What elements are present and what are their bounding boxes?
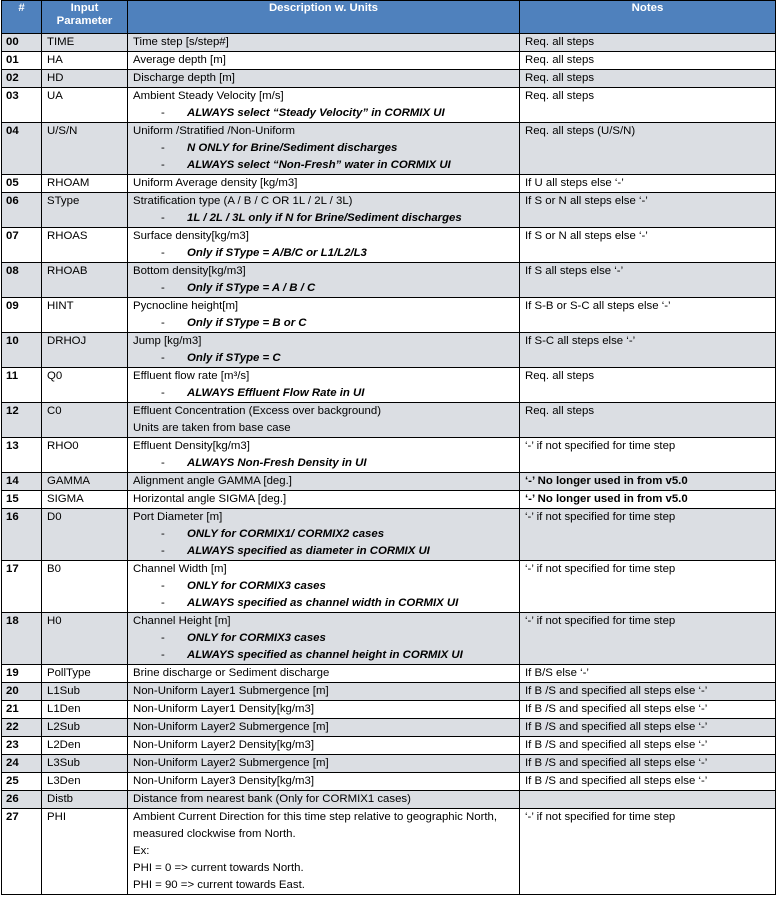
description-text: Discharge depth [m] bbox=[133, 72, 235, 84]
description-subnote: - Only if SType = C bbox=[161, 352, 281, 364]
description-cell bbox=[128, 773, 520, 791]
row-number: 05 bbox=[2, 175, 42, 193]
notes-cell: Req. all steps bbox=[520, 34, 776, 52]
description-cell bbox=[128, 52, 520, 70]
input-parameter-cell: SType bbox=[42, 193, 128, 228]
description-text: Non-Uniform Layer2 Submergence [m] bbox=[133, 721, 329, 733]
row-number: 06 bbox=[2, 193, 42, 228]
input-parameter-cell: HA bbox=[42, 52, 128, 70]
description-subnote: - Only if SType = A / B / C bbox=[161, 282, 316, 294]
description-subnote: - ALWAYS select “Steady Velocity” in CORMIX UI bbox=[161, 107, 445, 119]
description-cell bbox=[128, 755, 520, 773]
input-parameter-cell: PollType bbox=[42, 665, 128, 683]
row-number: 23 bbox=[2, 737, 42, 755]
table-row bbox=[2, 509, 776, 561]
input-parameter-cell: B0 bbox=[42, 561, 128, 613]
notes-cell: If S or N all steps else ‘-’ bbox=[520, 228, 776, 263]
table-row bbox=[2, 175, 776, 193]
notes-cell: Req. all steps bbox=[520, 88, 776, 123]
table-body bbox=[2, 34, 776, 895]
notes-cell: ‘-’ if not specified for time step bbox=[520, 561, 776, 613]
notes-cell: If B /S and specified all steps else ‘-’ bbox=[520, 719, 776, 737]
notes-cell bbox=[520, 791, 776, 809]
description-text: Non-Uniform Layer1 Density[kg/m3] bbox=[133, 703, 315, 715]
description-text: Stratification type (A / B / C OR 1L / 2L / 3L) bbox=[133, 195, 353, 207]
notes-cell: If B /S and specified all steps else ‘-’ bbox=[520, 737, 776, 755]
notes-cell: Req. all steps bbox=[520, 70, 776, 88]
description-cell bbox=[128, 509, 520, 561]
table-row bbox=[2, 403, 776, 438]
notes-cell: If U all steps else ‘-’ bbox=[520, 175, 776, 193]
row-number: 20 bbox=[2, 683, 42, 701]
row-number: 03 bbox=[2, 88, 42, 123]
notes-cell: ‘-’ if not specified for time step bbox=[520, 613, 776, 665]
header-number: # bbox=[2, 1, 42, 34]
row-number: 12 bbox=[2, 403, 42, 438]
row-number: 09 bbox=[2, 298, 42, 333]
input-parameter-cell: H0 bbox=[42, 613, 128, 665]
input-parameter-cell: Distb bbox=[42, 791, 128, 809]
description-cell bbox=[128, 491, 520, 509]
table-row bbox=[2, 228, 776, 263]
input-parameter-cell: L1Den bbox=[42, 701, 128, 719]
description-text: Brine discharge or Sediment discharge bbox=[133, 667, 330, 679]
description-text: Ambient Steady Velocity [m/s] bbox=[133, 90, 284, 102]
header-input-parameter: Input Parameter bbox=[42, 1, 128, 34]
description-subnote: - ALWAYS specified as channel height in CORMIX UI bbox=[161, 649, 463, 661]
table-row bbox=[2, 665, 776, 683]
description-cell bbox=[128, 175, 520, 193]
table-row bbox=[2, 701, 776, 719]
description-subnote: - Only if SType = A/B/C or L1/L2/L3 bbox=[161, 247, 367, 259]
description-cell bbox=[128, 34, 520, 52]
input-parameter-cell: L3Sub bbox=[42, 755, 128, 773]
description-cell bbox=[128, 473, 520, 491]
description-extra-line: PHI = 90 => current towards East. bbox=[133, 879, 305, 891]
description-text: Non-Uniform Layer2 Density[kg/m3] bbox=[133, 739, 315, 751]
notes-cell: Req. all steps bbox=[520, 368, 776, 403]
row-number: 14 bbox=[2, 473, 42, 491]
input-parameter-cell: Q0 bbox=[42, 368, 128, 403]
header-description: Description w. Units bbox=[128, 1, 520, 34]
row-number: 24 bbox=[2, 755, 42, 773]
row-number: 08 bbox=[2, 263, 42, 298]
input-parameter-cell: D0 bbox=[42, 509, 128, 561]
input-parameter-cell: GAMMA bbox=[42, 473, 128, 491]
input-parameter-cell: UA bbox=[42, 88, 128, 123]
description-text: Pycnocline height[m] bbox=[133, 300, 239, 312]
description-cell bbox=[128, 123, 520, 175]
input-parameter-cell: HINT bbox=[42, 298, 128, 333]
notes-cell: Req. all steps bbox=[520, 403, 776, 438]
description-subnote: - ALWAYS Effluent Flow Rate in UI bbox=[161, 387, 365, 399]
description-cell bbox=[128, 719, 520, 737]
input-parameter-cell: L2Den bbox=[42, 737, 128, 755]
notes-cell: If S-C all steps else ‘-’ bbox=[520, 333, 776, 368]
table-row bbox=[2, 683, 776, 701]
table-row bbox=[2, 473, 776, 491]
description-extra-line: Ex: bbox=[133, 845, 150, 857]
notes-cell: If S all steps else ‘-’ bbox=[520, 263, 776, 298]
description-text: Surface density[kg/m3] bbox=[133, 230, 249, 242]
description-cell bbox=[128, 665, 520, 683]
description-text: Uniform Average density [kg/m3] bbox=[133, 177, 298, 189]
description-text: Average depth [m] bbox=[133, 54, 226, 66]
description-subnote: - Only if SType = B or C bbox=[161, 317, 307, 329]
description-text: Uniform /Stratified /Non-Uniform bbox=[133, 125, 296, 137]
input-parameter-cell: RHOAS bbox=[42, 228, 128, 263]
description-subnote: - ALWAYS Non-Fresh Density in UI bbox=[161, 457, 367, 469]
description-extra-line: PHI = 0 => current towards North. bbox=[133, 862, 304, 874]
description-extra-line: Units are taken from base case bbox=[133, 422, 291, 434]
table-row bbox=[2, 613, 776, 665]
notes-cell: If B/S else ‘-’ bbox=[520, 665, 776, 683]
row-number: 01 bbox=[2, 52, 42, 70]
notes-cell: ‘-’ No longer used in from v5.0 bbox=[520, 491, 776, 509]
description-cell bbox=[128, 403, 520, 438]
input-parameter-cell: HD bbox=[42, 70, 128, 88]
description-text: Non-Uniform Layer2 Submergence [m] bbox=[133, 757, 329, 769]
description-cell bbox=[128, 368, 520, 403]
table-row bbox=[2, 193, 776, 228]
description-text: Effluent Concentration (Excess over background) bbox=[133, 405, 381, 417]
description-cell bbox=[128, 683, 520, 701]
row-number: 07 bbox=[2, 228, 42, 263]
description-cell bbox=[128, 193, 520, 228]
input-parameter-cell: TIME bbox=[42, 34, 128, 52]
row-number: 25 bbox=[2, 773, 42, 791]
row-number: 00 bbox=[2, 34, 42, 52]
row-number: 15 bbox=[2, 491, 42, 509]
description-text: Jump [kg/m3] bbox=[133, 335, 202, 347]
row-number: 26 bbox=[2, 791, 42, 809]
notes-cell: ‘-’ if not specified for time step bbox=[520, 809, 776, 895]
notes-cell: If B /S and specified all steps else ‘-’ bbox=[520, 683, 776, 701]
description-cell bbox=[128, 438, 520, 473]
description-cell bbox=[128, 70, 520, 88]
table-row bbox=[2, 34, 776, 52]
description-text: Effluent Density[kg/m3] bbox=[133, 440, 250, 452]
description-cell bbox=[128, 298, 520, 333]
notes-cell: If B /S and specified all steps else ‘-’ bbox=[520, 755, 776, 773]
description-cell bbox=[128, 228, 520, 263]
input-parameter-cell: L2Sub bbox=[42, 719, 128, 737]
table-row bbox=[2, 263, 776, 298]
row-number: 27 bbox=[2, 809, 42, 895]
table-row bbox=[2, 755, 776, 773]
parameter-table bbox=[1, 0, 776, 895]
input-parameter-cell: PHI bbox=[42, 809, 128, 895]
description-subnote: - ALWAYS select “Non-Fresh” water in CORMIX UI bbox=[161, 159, 451, 171]
notes-cell: Req. all steps bbox=[520, 52, 776, 70]
row-number: 16 bbox=[2, 509, 42, 561]
description-subnote: - 1L / 2L / 3L only if N for Brine/Sediment discharges bbox=[161, 212, 462, 224]
table-row bbox=[2, 298, 776, 333]
description-text: Port Diameter [m] bbox=[133, 511, 223, 523]
input-parameter-cell: U/S/N bbox=[42, 123, 128, 175]
description-text: Channel Height [m] bbox=[133, 615, 231, 627]
input-parameter-cell: C0 bbox=[42, 403, 128, 438]
notes-cell: ‘-’ No longer used in from v5.0 bbox=[520, 473, 776, 491]
description-text: Channel Width [m] bbox=[133, 563, 227, 575]
description-subnote: - ONLY for CORMIX3 cases bbox=[161, 632, 326, 644]
description-text: Alignment angle GAMMA [deg.] bbox=[133, 475, 292, 487]
description-text: Horizontal angle SIGMA [deg.] bbox=[133, 493, 287, 505]
description-subnote: - N ONLY for Brine/Sediment discharges bbox=[161, 142, 398, 154]
description-subnote: - ONLY for CORMIX3 cases bbox=[161, 580, 326, 592]
input-parameter-cell: RHOAM bbox=[42, 175, 128, 193]
table-row bbox=[2, 791, 776, 809]
description-cell bbox=[128, 613, 520, 665]
row-number: 21 bbox=[2, 701, 42, 719]
input-parameter-cell: SIGMA bbox=[42, 491, 128, 509]
notes-cell: If B /S and specified all steps else ‘-’ bbox=[520, 773, 776, 791]
description-subnote: - ALWAYS specified as channel width in CORMIX UI bbox=[161, 597, 459, 609]
description-cell bbox=[128, 701, 520, 719]
table-row bbox=[2, 333, 776, 368]
description-cell bbox=[128, 263, 520, 298]
table-row bbox=[2, 52, 776, 70]
notes-cell: ‘-’ if not specified for time step bbox=[520, 509, 776, 561]
notes-cell: If B /S and specified all steps else ‘-’ bbox=[520, 701, 776, 719]
description-cell bbox=[128, 333, 520, 368]
row-number: 02 bbox=[2, 70, 42, 88]
input-parameter-cell: L3Den bbox=[42, 773, 128, 791]
table-row bbox=[2, 561, 776, 613]
table-row bbox=[2, 491, 776, 509]
row-number: 17 bbox=[2, 561, 42, 613]
table-row bbox=[2, 438, 776, 473]
description-text: Time step [s/step#] bbox=[133, 36, 229, 48]
table-row bbox=[2, 70, 776, 88]
input-parameter-cell: RHO0 bbox=[42, 438, 128, 473]
table-row bbox=[2, 737, 776, 755]
description-subnote: - ALWAYS specified as diameter in CORMIX UI bbox=[161, 545, 430, 557]
table-row bbox=[2, 809, 776, 895]
description-text: Effluent flow rate [m³/s] bbox=[133, 370, 250, 382]
notes-cell: Req. all steps (U/S/N) bbox=[520, 123, 776, 175]
description-text: Ambient Current Direction for this time step relative to geographic North, measured clockwise from North. bbox=[133, 811, 498, 840]
header-notes: Notes bbox=[520, 1, 776, 34]
table-row bbox=[2, 368, 776, 403]
row-number: 04 bbox=[2, 123, 42, 175]
row-number: 10 bbox=[2, 333, 42, 368]
row-number: 19 bbox=[2, 665, 42, 683]
description-text: Distance from nearest bank (Only for CORMIX1 cases) bbox=[133, 793, 411, 805]
description-text: Bottom density[kg/m3] bbox=[133, 265, 246, 277]
description-cell bbox=[128, 561, 520, 613]
row-number: 11 bbox=[2, 368, 42, 403]
table-row bbox=[2, 773, 776, 791]
notes-cell: If S or N all steps else ‘-’ bbox=[520, 193, 776, 228]
table-row bbox=[2, 719, 776, 737]
description-text: Non-Uniform Layer3 Density[kg/m3] bbox=[133, 775, 315, 787]
row-number: 18 bbox=[2, 613, 42, 665]
description-subnote: - ONLY for CORMIX1/ CORMIX2 cases bbox=[161, 528, 385, 540]
row-number: 22 bbox=[2, 719, 42, 737]
notes-cell: ‘-’ if not specified for time step bbox=[520, 438, 776, 473]
notes-cell: If S-B or S-C all steps else ‘-’ bbox=[520, 298, 776, 333]
table-row bbox=[2, 123, 776, 175]
row-number: 13 bbox=[2, 438, 42, 473]
description-cell bbox=[128, 791, 520, 809]
description-text: Non-Uniform Layer1 Submergence [m] bbox=[133, 685, 329, 697]
input-parameter-cell: L1Sub bbox=[42, 683, 128, 701]
description-cell bbox=[128, 737, 520, 755]
description-cell bbox=[128, 809, 520, 895]
input-parameter-cell: RHOAB bbox=[42, 263, 128, 298]
table-row bbox=[2, 88, 776, 123]
table-header-row bbox=[2, 1, 776, 34]
description-cell bbox=[128, 88, 520, 123]
input-parameter-cell: DRHOJ bbox=[42, 333, 128, 368]
